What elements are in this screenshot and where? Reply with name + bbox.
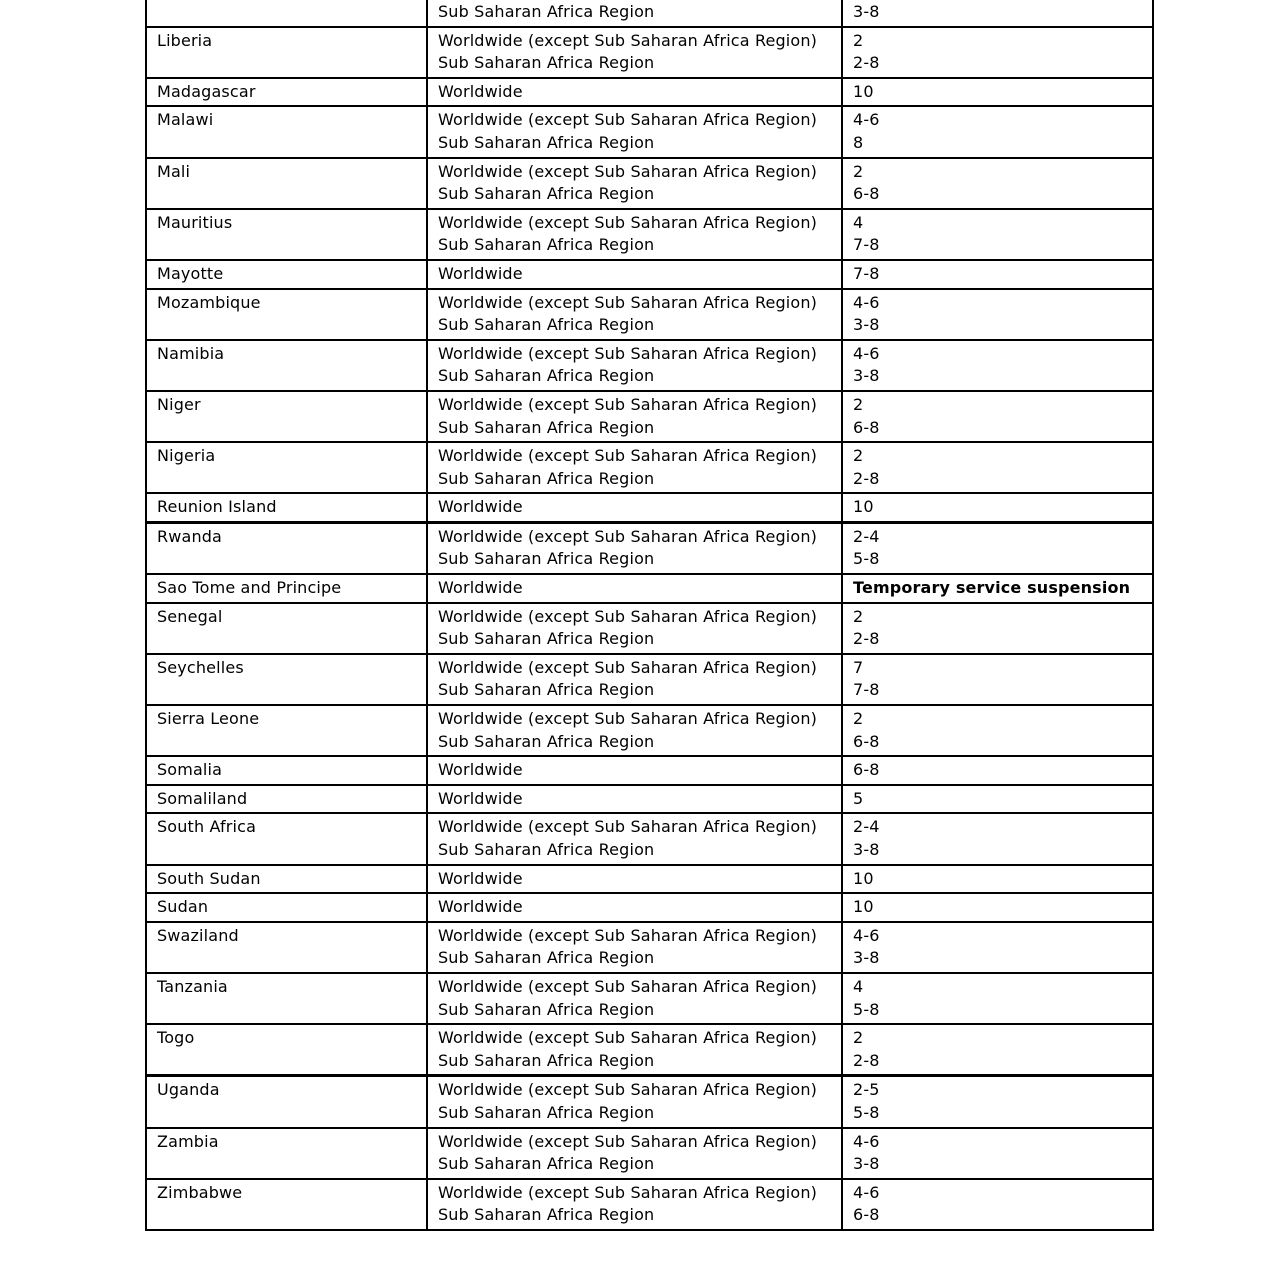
country-cell — [146, 574, 427, 603]
service-region: Worldwide — [438, 897, 523, 917]
service-region: Sub Saharan Africa Region — [438, 549, 655, 569]
delivery-time: 2 — [853, 446, 864, 466]
country-cell — [146, 1024, 427, 1076]
service-cell — [427, 158, 842, 209]
service-cell — [427, 654, 842, 705]
country-name: Sao Tome and Principe — [157, 578, 342, 598]
delivery-time-cell — [842, 27, 1153, 78]
delivery-time: 8 — [853, 132, 864, 152]
service-region: Worldwide (except Sub Saharan Africa Region) — [438, 212, 818, 232]
table-row — [146, 603, 1153, 654]
country-name: Mayotte — [157, 263, 224, 283]
service-cell — [427, 603, 842, 654]
country-name: Madagascar — [157, 81, 256, 101]
service-region: Sub Saharan Africa Region — [438, 840, 655, 859]
country-cell — [146, 78, 427, 107]
delivery-time-cell — [842, 78, 1153, 107]
delivery-time: 6-8 — [853, 184, 880, 204]
country-cell — [146, 442, 427, 493]
service-region: Sub Saharan Africa Region — [438, 468, 655, 488]
country-cell — [146, 260, 427, 289]
table-row — [146, 813, 1153, 864]
delivery-time: 2 — [853, 709, 864, 729]
table-row — [146, 391, 1153, 442]
service-cell — [427, 442, 842, 493]
delivery-time-cell — [842, 893, 1153, 922]
delivery-time-cell — [842, 1024, 1153, 1076]
country-name: South Sudan — [157, 868, 261, 888]
delivery-time-cell — [842, 260, 1153, 289]
delivery-time: 2 — [853, 30, 864, 50]
service-region: Worldwide (except Sub Saharan Africa Region) — [438, 446, 818, 466]
delivery-time: 5-8 — [853, 549, 880, 569]
delivery-time-cell — [842, 756, 1153, 785]
table-row — [146, 1076, 1153, 1128]
delivery-time: 7-8 — [853, 263, 880, 283]
table-row — [146, 289, 1153, 340]
service-cell — [427, 705, 842, 756]
country-name: Niger — [157, 394, 201, 414]
country-cell — [146, 493, 427, 522]
delivery-time: 4-6 — [853, 1182, 880, 1202]
delivery-time: 3-8 — [853, 948, 880, 968]
service-cell — [427, 0, 842, 27]
service-region: Sub Saharan Africa Region — [438, 731, 655, 751]
service-cell — [427, 922, 842, 973]
delivery-time: 3-8 — [853, 840, 880, 859]
service-region: Worldwide — [438, 578, 523, 598]
country-name: Mali — [157, 161, 191, 181]
delivery-time-cell — [842, 442, 1153, 493]
delivery-time: 6-8 — [853, 1205, 880, 1225]
delivery-time-cell — [842, 705, 1153, 756]
country-cell — [146, 1128, 427, 1179]
service-cell — [427, 27, 842, 78]
service-cell — [427, 106, 842, 157]
delivery-time: 2-8 — [853, 629, 880, 649]
service-region: Sub Saharan Africa Region — [438, 366, 655, 386]
service-region: Worldwide (except Sub Saharan Africa Region) — [438, 394, 818, 414]
delivery-time: 3-8 — [853, 1154, 880, 1174]
service-cell — [427, 260, 842, 289]
service-region: Worldwide (except Sub Saharan Africa Region) — [438, 110, 818, 130]
service-region: Worldwide (except Sub Saharan Africa Region) — [438, 657, 818, 677]
service-cell — [427, 973, 842, 1024]
service-status: Temporary service suspension — [853, 578, 1131, 598]
delivery-time: 2 — [853, 1028, 864, 1048]
service-region: Worldwide — [438, 760, 523, 780]
service-region: Sub Saharan Africa Region — [438, 948, 655, 968]
service-cell — [427, 756, 842, 785]
table-row — [146, 865, 1153, 894]
delivery-time-cell — [842, 603, 1153, 654]
country-name: Zimbabwe — [157, 1182, 243, 1202]
service-cell — [427, 209, 842, 260]
delivery-time: 6-8 — [853, 731, 880, 751]
table-row — [146, 0, 1153, 27]
delivery-time-cell — [842, 493, 1153, 522]
delivery-times-table — [145, 0, 1154, 1231]
country-cell — [146, 391, 427, 442]
delivery-time-cell — [842, 289, 1153, 340]
delivery-time: 6-8 — [853, 417, 880, 437]
delivery-time: 4-6 — [853, 925, 880, 945]
service-region: Sub Saharan Africa Region — [438, 1154, 655, 1174]
delivery-time-cell — [842, 654, 1153, 705]
country-name: Somaliland — [157, 788, 248, 808]
table-row — [146, 705, 1153, 756]
delivery-time: 2-4 — [853, 526, 880, 546]
country-cell — [146, 106, 427, 157]
delivery-time-cell — [842, 158, 1153, 209]
country-name: Senegal — [157, 606, 223, 626]
country-name: Mauritius — [157, 212, 233, 232]
delivery-time-cell — [842, 340, 1153, 391]
country-cell — [146, 756, 427, 785]
delivery-time-cell — [842, 922, 1153, 973]
delivery-time-cell — [842, 785, 1153, 814]
table-row — [146, 654, 1153, 705]
delivery-time: 4-6 — [853, 1131, 880, 1151]
service-region: Sub Saharan Africa Region — [438, 629, 655, 649]
service-region: Sub Saharan Africa Region — [438, 184, 655, 204]
country-name: Zambia — [157, 1131, 219, 1151]
country-cell — [146, 865, 427, 894]
country-cell — [146, 158, 427, 209]
country-cell — [146, 522, 427, 574]
service-cell — [427, 391, 842, 442]
service-cell — [427, 340, 842, 391]
delivery-time: 3-8 — [853, 315, 880, 335]
service-region: Sub Saharan Africa Region — [438, 417, 655, 437]
service-region: Sub Saharan Africa Region — [438, 53, 655, 73]
country-cell — [146, 813, 427, 864]
service-cell — [427, 522, 842, 574]
delivery-time-cell — [842, 574, 1153, 603]
delivery-time-cell — [842, 1076, 1153, 1128]
service-cell — [427, 1179, 842, 1230]
country-name: Reunion Island — [157, 497, 277, 517]
table-row — [146, 756, 1153, 785]
service-cell — [427, 493, 842, 522]
country-name: South Africa — [157, 817, 257, 837]
delivery-time-cell — [842, 522, 1153, 574]
table-row — [146, 1179, 1153, 1230]
delivery-time: 3-8 — [853, 2, 880, 21]
delivery-time-cell — [842, 0, 1153, 27]
country-name: Togo — [157, 1028, 195, 1048]
service-region: Worldwide — [438, 263, 523, 283]
delivery-time: 2-8 — [853, 1050, 880, 1070]
service-cell — [427, 813, 842, 864]
service-region: Worldwide — [438, 868, 523, 888]
service-cell — [427, 785, 842, 814]
delivery-time: 10 — [853, 81, 874, 101]
service-cell — [427, 1076, 842, 1128]
service-region: Worldwide (except Sub Saharan Africa Region) — [438, 292, 818, 312]
service-region: Sub Saharan Africa Region — [438, 2, 655, 21]
table-row — [146, 893, 1153, 922]
service-region: Worldwide (except Sub Saharan Africa Region) — [438, 1028, 818, 1048]
document-page — [145, 0, 1149, 1231]
service-cell — [427, 1128, 842, 1179]
delivery-time-cell — [842, 209, 1153, 260]
country-cell — [146, 1179, 427, 1230]
service-region: Worldwide (except Sub Saharan Africa Region) — [438, 976, 818, 996]
service-region: Worldwide (except Sub Saharan Africa Region) — [438, 343, 818, 363]
service-region: Sub Saharan Africa Region — [438, 680, 655, 700]
delivery-time-cell — [842, 813, 1153, 864]
country-name: Swaziland — [157, 925, 239, 945]
country-name: Mozambique — [157, 292, 261, 312]
delivery-time: 2-5 — [853, 1080, 880, 1100]
service-region: Worldwide (except Sub Saharan Africa Region) — [438, 526, 818, 546]
country-name: Tanzania — [157, 976, 228, 996]
table-row — [146, 158, 1153, 209]
country-name: Nigeria — [157, 446, 216, 466]
service-region: Sub Saharan Africa Region — [438, 1050, 655, 1070]
service-region: Worldwide (except Sub Saharan Africa Region) — [438, 1131, 818, 1151]
country-cell — [146, 1076, 427, 1128]
table-row — [146, 209, 1153, 260]
delivery-time: 4-6 — [853, 343, 880, 363]
service-region: Worldwide — [438, 81, 523, 101]
service-cell — [427, 893, 842, 922]
delivery-time: 4 — [853, 212, 864, 232]
table-row — [146, 522, 1153, 574]
service-region: Worldwide (except Sub Saharan Africa Region) — [438, 709, 818, 729]
country-cell — [146, 603, 427, 654]
service-region: Sub Saharan Africa Region — [438, 1102, 655, 1122]
table-row — [146, 574, 1153, 603]
delivery-time: 2 — [853, 394, 864, 414]
delivery-time: 10 — [853, 868, 874, 888]
delivery-time: 2 — [853, 606, 864, 626]
delivery-time: 6-8 — [853, 760, 880, 780]
country-name: Somalia — [157, 760, 223, 780]
delivery-time: 7 — [853, 657, 864, 677]
country-cell — [146, 705, 427, 756]
table-row — [146, 78, 1153, 107]
country-name: Sierra Leone — [157, 709, 260, 729]
service-region: Worldwide (except Sub Saharan Africa Region) — [438, 30, 818, 50]
delivery-time: 2 — [853, 161, 864, 181]
table-row — [146, 1024, 1153, 1076]
table-row — [146, 260, 1153, 289]
service-region: Worldwide (except Sub Saharan Africa Region) — [438, 161, 818, 181]
delivery-time-cell — [842, 865, 1153, 894]
service-region: Sub Saharan Africa Region — [438, 1205, 655, 1225]
country-cell — [146, 0, 427, 27]
table-row — [146, 340, 1153, 391]
country-cell — [146, 922, 427, 973]
table-row — [146, 442, 1153, 493]
delivery-time: 4 — [853, 976, 864, 996]
country-cell — [146, 654, 427, 705]
delivery-time: 4-6 — [853, 110, 880, 130]
service-region: Worldwide — [438, 497, 523, 517]
service-region: Sub Saharan Africa Region — [438, 315, 655, 335]
delivery-time: 2-8 — [853, 468, 880, 488]
delivery-time: 2-8 — [853, 53, 880, 73]
table-row — [146, 973, 1153, 1024]
service-region: Worldwide — [438, 788, 523, 808]
country-cell — [146, 973, 427, 1024]
service-cell — [427, 78, 842, 107]
service-region: Sub Saharan Africa Region — [438, 235, 655, 255]
delivery-time-cell — [842, 106, 1153, 157]
delivery-time: 2-4 — [853, 817, 880, 837]
country-cell — [146, 340, 427, 391]
service-cell — [427, 289, 842, 340]
service-region: Worldwide (except Sub Saharan Africa Region) — [438, 606, 818, 626]
delivery-time: 5-8 — [853, 1102, 880, 1122]
service-region: Worldwide (except Sub Saharan Africa Region) — [438, 1182, 818, 1202]
service-cell — [427, 1024, 842, 1076]
delivery-time: 10 — [853, 897, 874, 917]
service-region: Worldwide (except Sub Saharan Africa Region) — [438, 1080, 818, 1100]
delivery-time-cell — [842, 1179, 1153, 1230]
delivery-time: 10 — [853, 497, 874, 517]
delivery-time-cell — [842, 973, 1153, 1024]
table-body — [146, 0, 1153, 1230]
country-cell — [146, 785, 427, 814]
delivery-time-cell — [842, 391, 1153, 442]
country-name: Sudan — [157, 897, 209, 917]
service-region: Sub Saharan Africa Region — [438, 132, 655, 152]
table-row — [146, 922, 1153, 973]
delivery-time: 3-8 — [853, 366, 880, 386]
delivery-time: 5 — [853, 788, 864, 808]
delivery-time: 7-8 — [853, 235, 880, 255]
country-name: Liberia — [157, 30, 213, 50]
country-cell — [146, 27, 427, 78]
delivery-time-cell — [842, 1128, 1153, 1179]
country-name: Seychelles — [157, 657, 244, 677]
delivery-time: 7-8 — [853, 680, 880, 700]
country-name: Malawi — [157, 110, 214, 130]
country-cell — [146, 209, 427, 260]
delivery-time: 4-6 — [853, 292, 880, 312]
delivery-time: 5-8 — [853, 999, 880, 1019]
country-name: Rwanda — [157, 526, 223, 546]
service-cell — [427, 574, 842, 603]
service-region: Worldwide (except Sub Saharan Africa Region) — [438, 925, 818, 945]
table-row — [146, 27, 1153, 78]
country-name: Namibia — [157, 343, 225, 363]
country-cell — [146, 289, 427, 340]
table-row — [146, 1128, 1153, 1179]
service-region: Worldwide (except Sub Saharan Africa Region) — [438, 817, 818, 837]
country-name: Uganda — [157, 1080, 220, 1100]
table-row — [146, 785, 1153, 814]
service-cell — [427, 865, 842, 894]
table-row — [146, 106, 1153, 157]
service-region: Sub Saharan Africa Region — [438, 999, 655, 1019]
table-row — [146, 493, 1153, 522]
country-cell — [146, 893, 427, 922]
